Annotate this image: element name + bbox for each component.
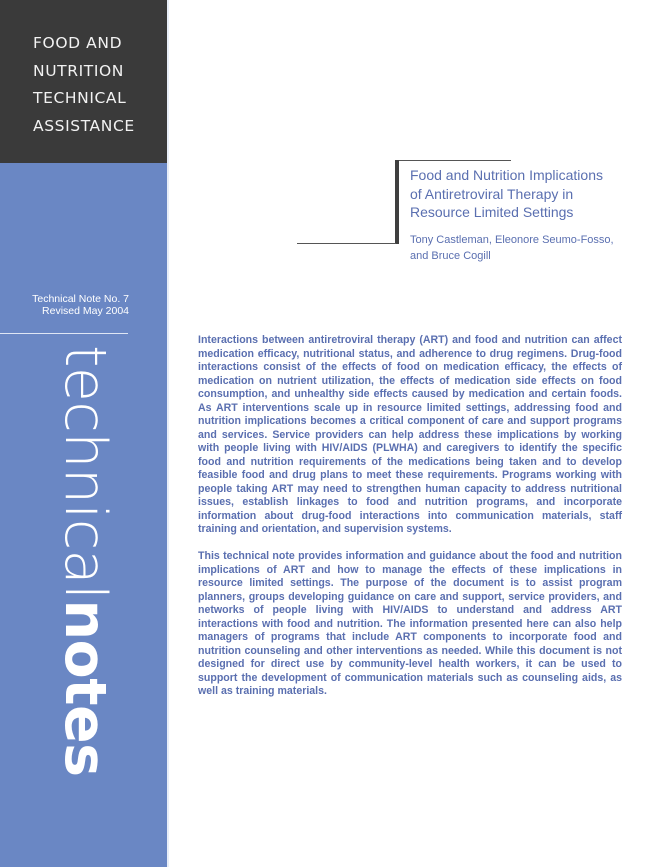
title-top-rule xyxy=(399,160,511,161)
technical-note-meta xyxy=(0,293,129,317)
author-line: Tony Castleman, Eleonore Seumo-Fosso, xyxy=(410,234,614,246)
title-line: Food and Nutrition Implications xyxy=(410,167,603,183)
title-line: Resource Limited Settings xyxy=(410,204,574,220)
organization-name xyxy=(33,30,135,140)
title-bottom-rule xyxy=(297,243,396,244)
org-name-line: FOOD AND xyxy=(33,34,123,52)
meta-divider xyxy=(0,333,128,334)
author-line: and Bruce Cogill xyxy=(410,250,491,262)
sidebar-edge-divider xyxy=(167,0,169,867)
series-title-vertical xyxy=(52,345,118,777)
org-name-line: NUTRITION xyxy=(33,61,124,80)
series-title-light: technical xyxy=(52,345,118,600)
series-title-bold: notes xyxy=(52,599,118,777)
sidebar-header-block xyxy=(0,0,167,163)
title-line: of Antiretroviral Therapy in xyxy=(410,185,574,202)
org-name-line: ASSISTANCE xyxy=(33,116,135,135)
org-name-line: TECHNICAL xyxy=(33,89,127,107)
abstract-paragraph: This technical note provides information and guidance about the food and nutrition implications of ART and how to manage the effects of these implications in resource limited settings. The purpose of the document is to assist program planners, groups developing guidance on care and support, service providers, and networks of people living with HIV/AIDS to understand and address ART interactions with food and nutrition. The information presented here can also help managers of programs that include ART components to incorporate food and nutrition counseling and other interventions as needed. While this document is not designed for direct use by community-level health workers, it can be used to support the development of communication materials such as counseling aids, as well as training materials. xyxy=(198,550,622,697)
abstract-paragraph: Interactions between antiretroviral therapy (ART) and food and nutrition can affect medication efficacy, nutritional status, and adherence to drug regimens. Drug-food interactions consist of the effects of food on medication efficacy, the effects of medication on nutrient utilization, the effects of medication side effects on food consumption, and unhealthy side effects caused by medication and certain foods. As ART interventions scale up in resource limited settings, addressing food and nutrition implications becomes a critical component of care and support programs and services. Service providers can help address these implications by working with people living with HIV/AIDS (PLWHA) and caregivers to identify the specific food and nutrition requirements of the medications being taken and to develop feasible food and drug plans to meet these requirements. Programs working with people taking ART may need to strengthen human capacity to address nutritional issues, establish linkages to food and nutrition programs, and incorporate information about drug-food interactions into communication materials, staff training and orientation, and supervision systems. xyxy=(198,334,622,535)
document-title xyxy=(410,166,630,222)
title-accent-bar xyxy=(395,160,399,244)
document-authors xyxy=(410,232,630,264)
revised-date: Revised May 2004 xyxy=(42,305,129,317)
note-number: Technical Note No. 7 xyxy=(32,293,129,305)
abstract-body xyxy=(198,334,622,712)
